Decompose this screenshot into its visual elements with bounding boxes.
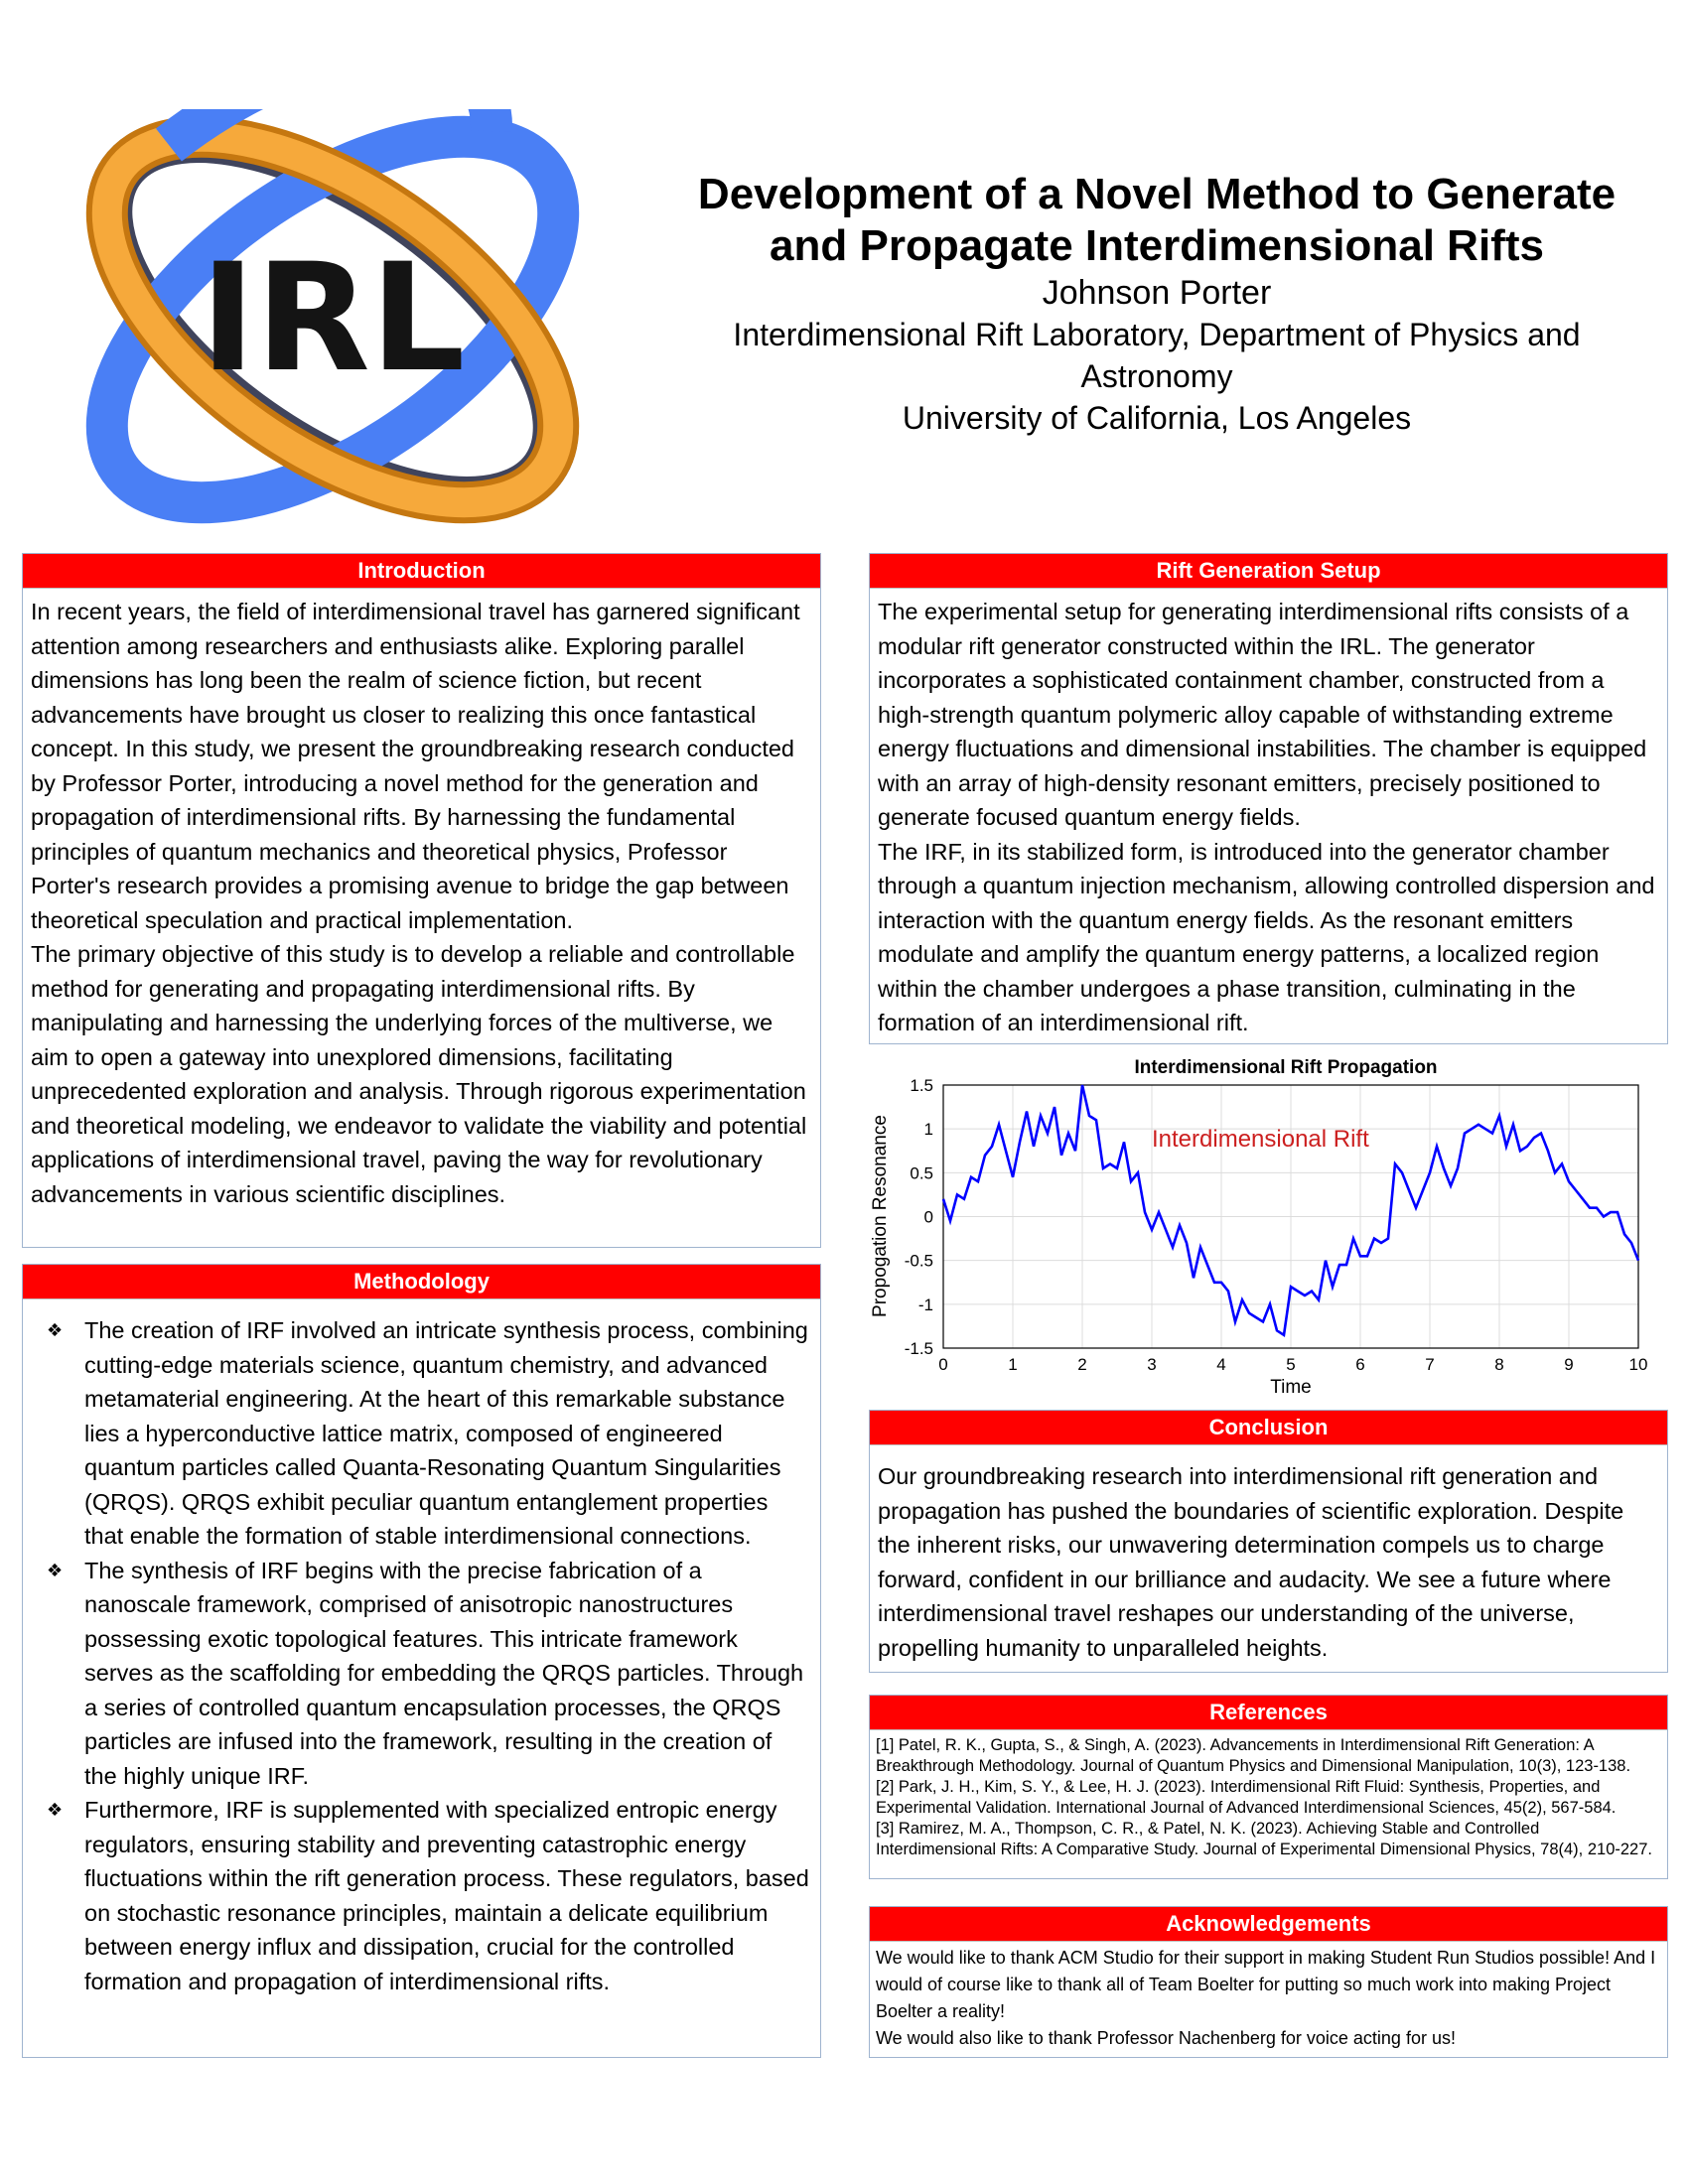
introduction-paragraph-2: The primary objective of this study is to develop a reliable and controllable method for generating and propagating interdimensional rifts. By manipulating and harnessing the underlying forces of the multiverse, we aim to open a gateway into unexplored dimensions, facilitating unprecedented exploration and analysis. Through rigorous experimentation and theoretical modeling, we endeavor to validate the viability and potential applications of interdimensional travel, paving the way for revolutionary advancements in various scientific disciplines. (31, 941, 807, 1207)
y-tick-label: 0 (923, 1207, 933, 1227)
x-tick-label: 7 (1425, 1355, 1435, 1374)
poster-affiliation-line-2: Astronomy (1080, 358, 1233, 394)
x-tick-label: 4 (1216, 1355, 1226, 1374)
chart-x-label: Time (1270, 1377, 1312, 1398)
references-section (869, 1695, 1668, 1879)
reference-item-3: [3] Ramirez, M. A., Thompson, C. R., & Patel, N. K. (2023). Achieving Stable and Controlled Interdimensional Rifts: A Comparative Study. Journal of Experimental Dimensional Physics, 78(4), 210-227. (876, 1820, 1652, 1858)
irl-logo (60, 109, 616, 526)
poster-affiliation-line-1: Interdimensional Rift Laboratory, Department of Physics and (733, 317, 1581, 352)
conclusion-heading: Conclusion (870, 1411, 1667, 1445)
rift-propagation-chart (864, 1047, 1658, 1405)
y-tick-label: -1 (917, 1295, 933, 1314)
introduction-paragraph-1: In recent years, the field of interdimensional travel has garnered significant attention among researchers and enthusiasts alike. Exploring parallel dimensions has long been the realm of science fiction, but recent advancements have brought us closer to realizing this once fantastical concept. In this study, we present the groundbreaking research conducted by Professor Porter, introducing a novel method for the generation and propagation of interdimensional rifts. By harnessing the fundamental principles of quantum mechanics and theoretical physics, Professor Porter's research provides a promising avenue to bridge the gap between theoretical speculation and practical implementation. (31, 599, 800, 933)
introduction-heading: Introduction (23, 554, 820, 589)
poster-header (645, 169, 1668, 439)
reference-item-2: [2] Park, J. H., Kim, S. Y., & Lee, H. J. (2023). Interdimensional Rift Fluid: Synthesis, Properties, and Experimental Validation. International Journal of Advanced Interdimensional Sciences, 45(2), 567-584. (876, 1778, 1617, 1817)
chart-annotation: Interdimensional Rift (1152, 1125, 1369, 1153)
list-item (45, 1313, 810, 1554)
diamond-bullet-icon: ❖ (47, 1320, 64, 1340)
list-item (45, 1554, 810, 1794)
methodology-heading: Methodology (23, 1265, 820, 1299)
logo-text: IRL (200, 232, 466, 405)
reference-item-1: [1] Patel, R. K., Gupta, S., & Singh, A. (2023). Advancements in Interdimensional Rift Generation: A Breakthrough Methodology. Journal of Quantum Physics and Dimensional Manipulation, 10(3), 123-138. (876, 1736, 1631, 1775)
y-tick-label: -1.5 (904, 1339, 933, 1358)
setup-paragraph-2: The IRF, in its stabilized form, is introduced into the generator chamber through a quantum injection mechanism, allowing controlled dispersion and interaction with the quantum energy fields. As the resonant emitters modulate and amplify the quantum energy patterns, a localized region within the chamber undergoes a phase transition, culminating in the formation of an interdimensional rift. (878, 838, 1655, 1035)
list-item (45, 1793, 810, 1998)
setup-paragraph-1: The experimental setup for generating interdimensional rifts consists of a modular rift generator constructed within the IRL. The generator incorporates a sophisticated containment chamber, constructed from a high-strength quantum polymeric alloy capable of withstanding extreme energy fluctuations and dimensional instabilities. The chamber is equipped with an array of high-density resonant emitters, precisely positioned to generate focused quantum energy fields. (878, 599, 1647, 830)
x-tick-label: 3 (1147, 1355, 1157, 1374)
y-tick-label: -0.5 (904, 1251, 933, 1271)
y-tick-label: 1 (923, 1120, 933, 1140)
poster-affiliation-line-3: University of California, Los Angeles (902, 400, 1412, 436)
diamond-bullet-icon: ❖ (47, 1560, 64, 1580)
introduction-section (22, 553, 821, 1248)
acknowledgements-heading: Acknowledgements (870, 1907, 1667, 1942)
methodology-item-2: The synthesis of IRF begins with the precise fabrication of a nanoscale framework, comprised of anisotropic nanostructures possessing exotic topological features. This intricate framework serves as the scaffolding for embedding the QRQS particles. Through a series of controlled quantum encapsulation processes, the QRQS particles are infused into the framework, resulting in the creation of the highly unique IRF. (84, 1557, 804, 1789)
y-tick-label: 0.5 (910, 1163, 933, 1183)
setup-section (869, 553, 1668, 1044)
x-tick-label: 8 (1494, 1355, 1504, 1374)
x-tick-label: 5 (1286, 1355, 1296, 1374)
acknowledgements-paragraph-2: We would also like to thank Professor Nachenberg for voice acting for us! (876, 2028, 1456, 2048)
poster-title-line-2: and Propagate Interdimensional Rifts (770, 221, 1544, 270)
methodology-item-1: The creation of IRF involved an intricate synthesis process, combining cutting-edge materials science, quantum chemistry, and advanced metamaterial engineering. At the heart of this remarkable substance lies a hyperconductive lattice matrix, composed of engineered quantum particles called Quanta-Resonating Quantum Singularities (QRQS). QRQS exhibit peculiar quantum entanglement properties that enable the formation of stable interdimensional connections. (84, 1317, 808, 1549)
x-tick-label: 2 (1077, 1355, 1087, 1374)
conclusion-section (869, 1410, 1668, 1673)
poster-title-line-1: Development of a Novel Method to Generate (697, 170, 1617, 218)
methodology-section (22, 1264, 821, 2058)
methodology-item-3: Furthermore, IRF is supplemented with specialized entropic energy regulators, ensuring stability and preventing catastrophic energy fluctuations within the rift generation process. These regulators, based on stochastic resonance principles, maintain a delicate equilibrium between energy influx and dissipation, crucial for the controlled formation and propagation of interdimensional rifts. (84, 1797, 809, 1994)
x-tick-label: 1 (1008, 1355, 1018, 1374)
x-tick-label: 6 (1355, 1355, 1365, 1374)
diamond-bullet-icon: ❖ (47, 1800, 64, 1820)
chart-title: Interdimensional Rift Propagation (1134, 1057, 1438, 1078)
x-tick-label: 9 (1564, 1355, 1574, 1374)
x-tick-label: 0 (938, 1355, 948, 1374)
acknowledgements-paragraph-1: We would like to thank ACM Studio for their support in making Student Run Studios possible! And I would of course like to thank all of Team Boelter for putting so much work into making Project Boelter a reality! (876, 1948, 1656, 2021)
poster-author: Johnson Porter (1042, 274, 1272, 312)
acknowledgements-section (869, 1906, 1668, 2058)
conclusion-text: Our groundbreaking research into interdimensional rift generation and propagation has pushed the boundaries of scientific exploration. Despite the inherent risks, our unwavering determination compels us to charge forward, confident in our brilliance and audacity. We see a future where interdimensional travel reshapes our understanding of the universe, propelling humanity to unparalleled heights. (878, 1463, 1624, 1661)
chart-y-label: Propogation Resonance (870, 1115, 891, 1317)
setup-heading: Rift Generation Setup (870, 554, 1667, 589)
methodology-list (27, 1299, 814, 1998)
y-tick-label: 1.5 (910, 1076, 933, 1095)
references-heading: References (870, 1696, 1667, 1730)
x-tick-label: 10 (1628, 1355, 1648, 1374)
